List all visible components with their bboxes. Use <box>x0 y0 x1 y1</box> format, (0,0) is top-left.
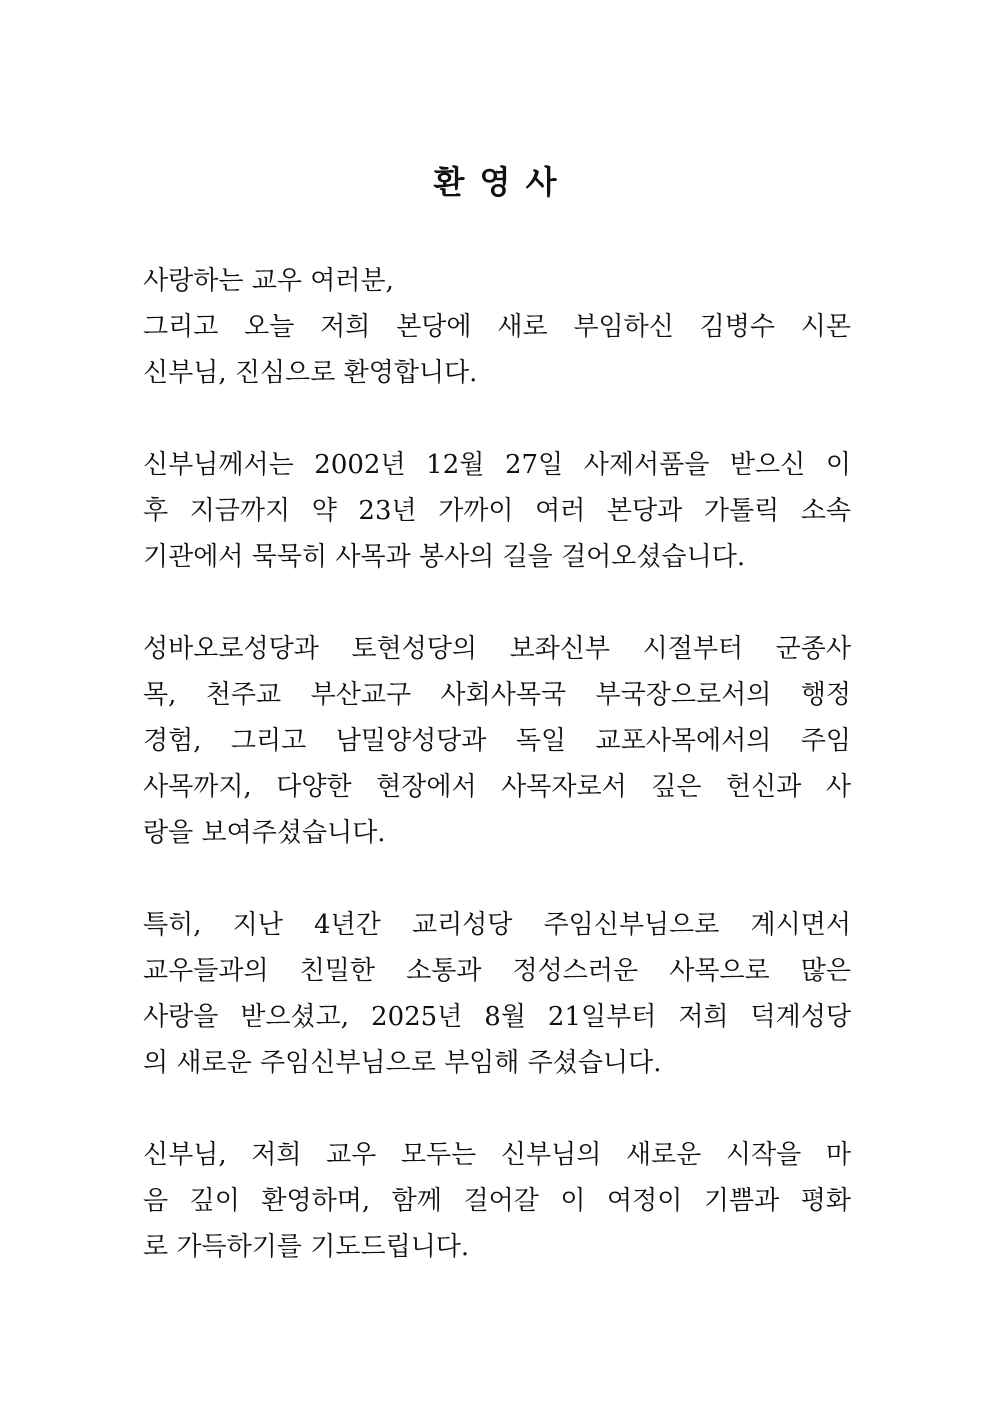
text-line: 성바오로성당과 토현성당의 보좌신부 시절부터 군종사 <box>143 634 851 664</box>
text-line: 목, 천주교 부산교구 사회사목국 부국장으로서의 행정 <box>143 680 851 710</box>
text-line: 랑을 보여주셨습니다. <box>143 818 386 848</box>
text-line: 교우들과의 친밀한 소통과 정성스러운 사목으로 많은 <box>143 956 851 986</box>
text-line: 음 깊이 환영하며, 함께 걸어갈 이 여정이 기쁨과 평화 <box>143 1186 851 1216</box>
text-line: 특히, 지난 4년간 교리성당 주임신부님으로 계시면서 <box>143 910 851 940</box>
text-line: 의 새로운 주임신부님으로 부임해 주셨습니다. <box>143 1048 662 1078</box>
paragraph-blessing <box>143 1132 851 1270</box>
document-body <box>143 258 851 1316</box>
document-title: 환 영 사 <box>433 163 559 201</box>
text-line: 신부님께서는 2002년 12월 27일 사제서품을 받으신 이 <box>143 450 851 480</box>
text-line: 신부님, 저희 교우 모두는 신부님의 새로운 시작을 마 <box>143 1140 851 1170</box>
text-line: 신부님, 진심으로 환영합니다. <box>143 358 478 388</box>
text-line: 기관에서 묵묵히 사목과 봉사의 길을 걸어오셨습니다. <box>143 542 746 572</box>
text-line: 사랑하는 교우 여러분, <box>143 266 394 296</box>
paragraph-career <box>143 626 851 856</box>
text-line: 사목까지, 다양한 현장에서 사목자로서 깊은 헌신과 사 <box>143 772 851 802</box>
text-line: 그리고 오늘 저희 본당에 새로 부임하신 김병수 시몬 <box>143 312 851 342</box>
paragraph-ordination <box>143 442 851 580</box>
paragraph-greeting <box>143 258 851 396</box>
text-line: 경험, 그리고 남밀양성당과 독일 교포사목에서의 주임 <box>143 726 851 756</box>
paragraph-appointment <box>143 902 851 1086</box>
text-line: 사랑을 받으셨고, 2025년 8월 21일부터 저희 덕계성당 <box>143 1002 851 1032</box>
text-line: 로 가득하기를 기도드립니다. <box>143 1232 470 1262</box>
text-line: 후 지금까지 약 23년 가까이 여러 본당과 가톨릭 소속 <box>143 496 851 526</box>
